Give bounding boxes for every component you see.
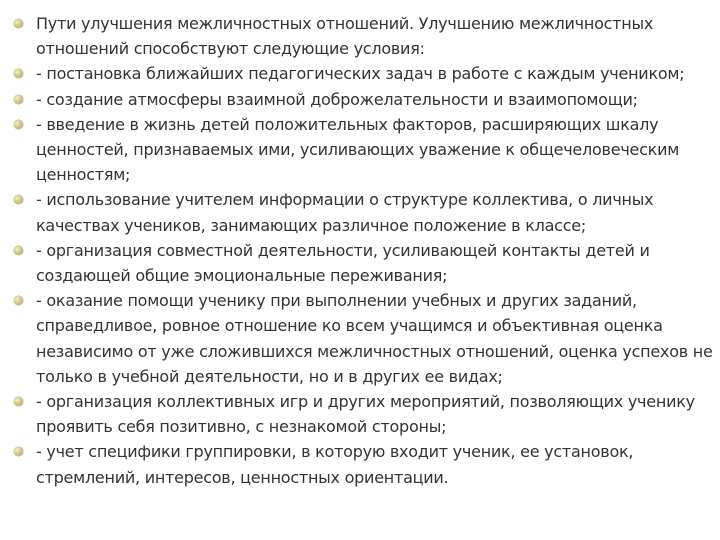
list-item: [14, 187, 714, 237]
bullet-icon: [14, 447, 23, 456]
list-item-text: - учет специфики группировки, в которую входит ученик, ее установок, стремлений, интересов, ценностных ориентации.: [36, 442, 634, 487]
list-item: [14, 439, 714, 489]
bullet-list: [14, 11, 714, 490]
list-item-text: - оказание помощи ученику при выполнении учебных и других заданий, справедливое, ровное отношение ко всем учащимся и объективная оценка независимо от уже сложившихся межличностных отношений, оценка успехов не только в учебной деятельности, но и в других ее видах;: [36, 291, 713, 386]
bullet-icon: [14, 69, 23, 78]
bullet-icon: [14, 397, 23, 406]
list-item: [14, 112, 714, 188]
list-item: [14, 61, 714, 86]
bullet-icon: [14, 120, 23, 129]
list-item-text: - организация совместной деятельности, усиливающей контакты детей и создающей общие эмоциональные переживания;: [36, 240, 650, 286]
list-item: [14, 288, 714, 389]
list-item-text: - организация коллективных игр и других мероприятий, позволяющих ученику проявить себя позитивно, с незнакомой стороны;: [36, 392, 695, 437]
bullet-icon: [14, 296, 23, 305]
list-item-text: - введение в жизнь детей положительных факторов, расширяющих шкалу ценностей, признаваемых ими, усиливающих уважение к общечеловеческим ценностям;: [36, 114, 680, 185]
bullet-icon: [14, 195, 23, 204]
list-item: [14, 389, 714, 439]
list-item: [14, 238, 714, 288]
bullet-icon: [14, 19, 23, 28]
list-item: [14, 87, 714, 112]
bullet-icon: [14, 95, 23, 104]
list-item: [14, 11, 714, 61]
bullet-icon: [14, 246, 23, 255]
list-item-text: - постановка ближайших педагогических задач в работе с каждым учеником;: [36, 64, 685, 84]
list-item-text: - создание атмосферы взаимной доброжелательности и взаимопомощи;: [36, 89, 638, 109]
list-item-text: Пути улучшения межличностных отношений. Улучшению межличностных отношений способствуют следующие условия:: [36, 14, 654, 59]
list-item-text: - использование учителем информации о структуре коллектива, о личных качествах учеников, занимающих различное положение в классе;: [36, 190, 654, 235]
